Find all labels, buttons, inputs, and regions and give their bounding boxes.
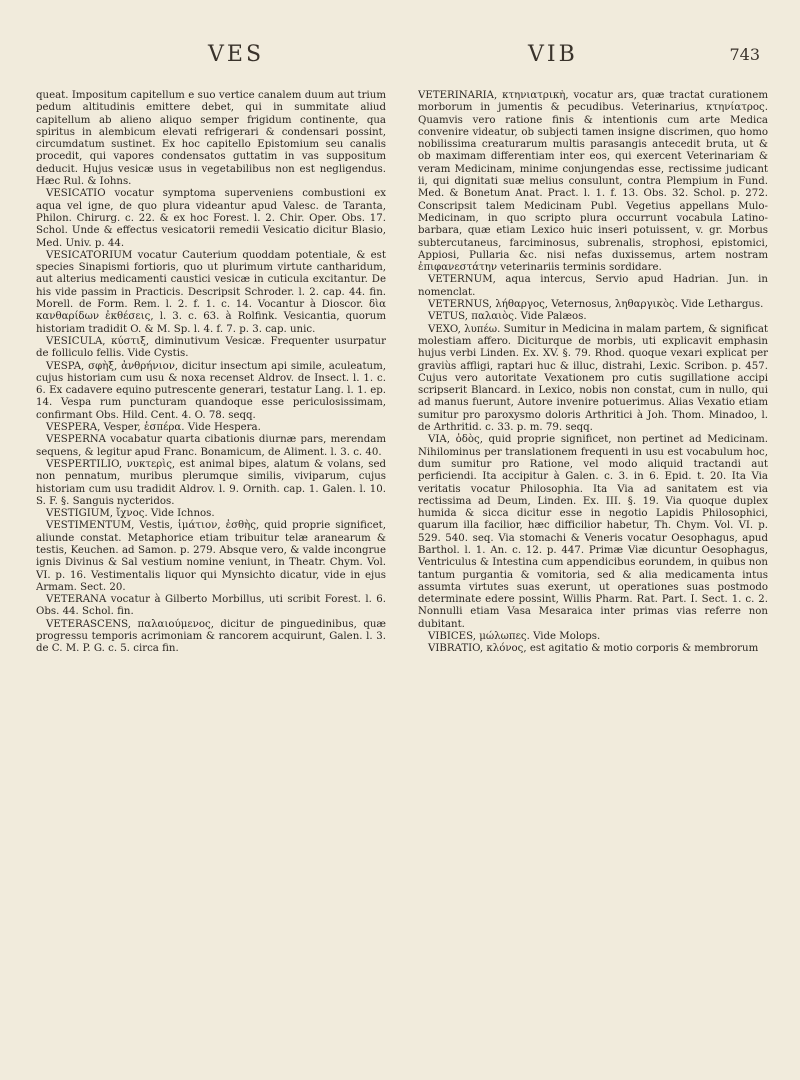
dictionary-entry: VESPERNA vocabatur quarta cibationis diurnæ pars, merendam sequens, & legitur apud Franc. Bonamicum, de Aliment. l. 3. c. 40.	[36, 434, 386, 458]
dictionary-entry: VESICULA, κύστιξ, diminutivum Vesicæ. Frequenter usurpatur de folliculo fellis. Vide Cystis.	[36, 335, 386, 360]
dictionary-entry: VETERNUS, λήθαργος, Veternosus, ληθαργικὸς. Vide Lethargus.	[428, 299, 764, 311]
page-number: 743	[729, 45, 760, 64]
dictionary-entry: VETERANA vocatur à Gilberto Morbillus, uti scribit Forest. l. 6. Obs. 44. Schol. fin.	[36, 594, 386, 618]
dictionary-entry: VETERASCENS, παλαιούμενος, dicitur de pinguedinibus, quæ progressu temporis acrimoniam & rancorem acquirunt, Galen. l. 3. de C. M. P. G. c. 5. circa fin.	[36, 618, 386, 655]
dictionary-entry: VETUS, παλαιὸς. Vide Palæos.	[428, 311, 587, 323]
dictionary-entry: VIBRATIO, κλόνος, est agitatio & motio corporis & membrorum	[428, 643, 759, 655]
dictionary-entry: queat. Impositum capitellum e suo vertice canalem duum aut trium pedum altitudinis emittere debet, qui in summitate aliud capitellum ab alieno aliquo semper frigidum continente, qua spiritus in alembicum elevati refrigerari & condensari possint, circumdatum sustinet. Ex hoc capitello Epistomium seu canalis procedit, qui vapores condensatos guttatim in vas suppositum deducit. Hujus vesicæ usus in vegetabilibus non est negligendus. Hæc Rul. & Iohns.	[36, 90, 386, 188]
dictionary-entry: VESICATORIUM vocatur Cauterium quoddam potentiale, & est species Sinapismi fortioris, quo ut plurimum virtute cantharidum, aut alterius medicamenti caustici vesicæ in cuticula excitantur. De his vide passim in Practicis. Descripsit Schroder. l. 2. cap. 44. fin. Morell. de Form. Rem. l. 2. f. 1. c. 14. Vocantur à Dioscor. δὶα κανθαρίδων ἐκθέσεις, l. 3. c. 63. à Rolfink. Vesicantia, quorum historiam tradidit O. & M. Sp. l. 4. f. 7. p. 3. cap. unic.	[36, 249, 386, 335]
dictionary-entry: VETERNUM, aqua intercus, Servio apud Hadrian. Jun. in nomenclat.	[418, 274, 768, 298]
dictionary-entry: VETERINARIA, κτηνιατρικὴ, vocatur ars, quæ tractat curationem morborum in jumentis & pecudibus. Veterinarius, κτηνίατρος. Quamvis vero ratione finis & intentionis cum arte Medica convenire videatur, ob subjecti tamen insigne discrimen, quo homo nobilissima creaturarum multis parasangis antecedit bruta, ut & ob maximam differentiam inter eos, qui exercent Veterinariam & veram Medicinam, minime conjungendas esse, rectissime judicant ii, qui dignitati suæ melius consulunt, contra Plempium in Fund. Med. & Bonetum Anat. Pract. l. 1. f. 13. Obs. 32. Schol. p. 272. Conscripsit talem Medicinam Publ. Vegetius appellans Mulo-Medicinam, in quo scripto plura occurrunt vocabula Latino-barbara, quæ etiam Lexico huic inseri potuissent, v. gr. Morbus subtercutaneus, farciminosus, subrenalis, strophosi, epistomici, Appiosi, Pullaria &c. nisi nefas duxissemus, artem nostram ἐπιφανεστάτην veterinariis terminis sordidare.	[418, 90, 768, 274]
dictionary-entry: VESICATIO vocatur symptoma superveniens combustioni ex aqua vel igne, de quo plura videantur apud Valesc. de Taranta, Philon. Chirurg. c. 22. & ex hoc Forest. l. 2. Chir. Oper. Obs. 17. Schol. Unde & effectus vesicatorii remedii Vesicatio dicitur Blasio, Med. Univ. p. 44.	[36, 188, 386, 249]
running-head-left: VES	[208, 42, 265, 67]
running-head-right: VIB	[528, 42, 578, 67]
dictionary-entry: VESTIGIUM, ἴχνος. Vide Ichnos.	[46, 508, 215, 520]
right-column	[418, 90, 768, 1070]
dictionary-entry: VESPERA, Vesper, ἑσπέρα. Vide Hespera.	[46, 422, 261, 434]
dictionary-entry: VESPERTILIO, νυκτερὶς, est animal bipes, alatum & volans, sed non pennatum, muribus plerumque similis, viviparum, cujus historiam cum usu tradidit Aldrov. l. 9. Ornith. cap. 1. Galen. l. 10. S. F. §. Sanguis nycteridos.	[36, 458, 386, 507]
dictionary-entry: VIA, ὁδὸς, quid proprie significet, non pertinet ad Medicinam. Nihilominus per translationem frequenti in usu est vocabulum hoc, dum sumitur pro Ratione, vel modo aliquid tractandi aut perficiendi. Ita accipitur à Galen. c. 3. in 6. Epid. t. 20. Ita Via veritatis vocatur Philosophia. Ita Via ad sanitatem est via rectissima ad Deum, Linden. Ex. III. §. 19. Via quoque duplex humida & sicca dicitur esse in negotio Lapidis Philosophici, quarum illa facilior, hæc difficilior habetur, Th. Chym. Vol. VI. p. 529. 540. seq. Via stomachi & Veneris vocatur Oesophagus, apud Barthol. l. 1. An. c. 12. p. 447. Primæ Viæ dicuntur Oesophagus, Ventriculus & Intestina cum appendicibus eorundem, in quibus non tantum purgantia & vomitoria, sed & alia medicamenta intus assumta virtutes suas exerunt, ut operationes suas postmodo determinate edere possint, Willis Pharm. Rat. Part. I. Sect. 1. c. 2. Nonnulli etiam Vasa Mesaraica inter primas vias referre non dubitant.	[418, 434, 768, 630]
dictionary-entry: VEXO, λυπέω. Sumitur in Medicina in malam partem, & significat molestiam affero. Diciturque de morbis, uti explicavit emphasin hujus verbi Linden. Ex. XV. §. 79. Rhod. quoque vexari explicat per graviùs affligi, raptari huc & illuc, distrahi, Lexic. Scribon. p. 457. Cujus vero autoritate Vexationem pro cutis sugillatione accipi scripserit Blancard. in Lexico, nobis non constat, cum in nullo, qui ad manus fuerunt, Autore invenire potuerimus. Alias Vexatio etiam sumitur pro paroxysmo doloris Arthritici à Joh. Thom. Minadoo, l. de Arthritid. c. 33. p. m. 79. seqq.	[418, 323, 768, 434]
dictionary-entry: VESTIMENTUM, Vestis, ἱμάτιον, ἐσθὴς, quid proprie significet, aliunde constat. Metaphorice etiam tribuitur telæ aranearum & testis, Keuchen. ad Samon. p. 279. Absque vero, & valde incongrue ignis Divinus & Sal vestium nomine veniunt, in Theatr. Chym. Vol. VI. p. 16. Vestimentalis liquor qui Mynsichto dicatur, vide in ejus Armam. Sect. 20.	[36, 520, 386, 593]
dictionary-entry: VESPA, σφὴξ, ἀνθρήνιον, dicitur insectum api simile, aculeatum, cujus historiam cum usu & noxa recenset Aldrov. de Insect. l. 1. c. 6. Ex cadavere equino putrescente generari, testatur Lang. l. 1. ep. 14. Vespa rum puncturam quandoque esse periculosissimam, confirmant Obs. Hild. Cent. 4. O. 78. seqq.	[36, 360, 386, 421]
left-column	[36, 90, 386, 1070]
dictionary-entry: VIBICES, μώλωπες. Vide Molops.	[428, 631, 601, 643]
